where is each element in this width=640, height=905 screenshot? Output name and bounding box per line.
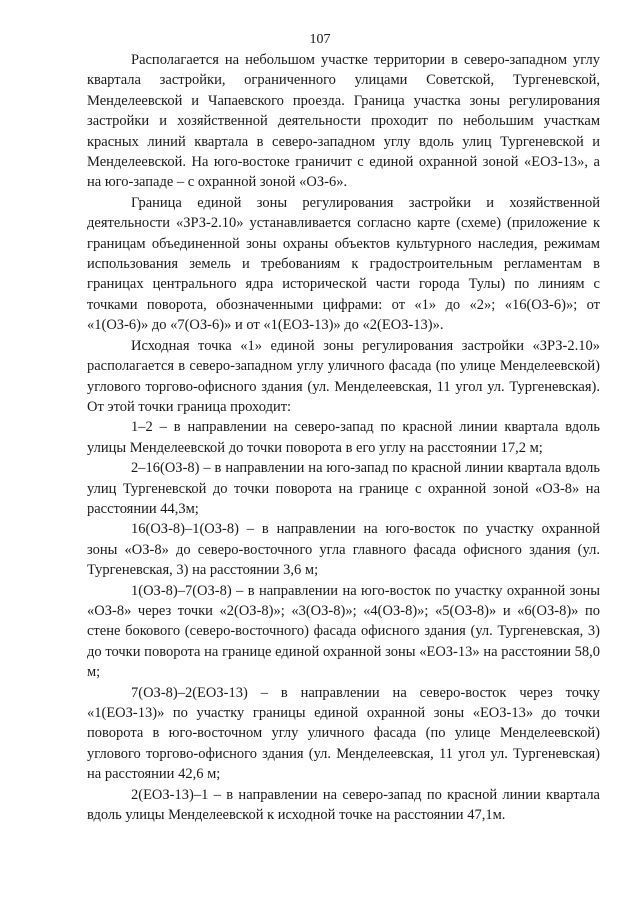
paragraph-segment-2-16: 2–16(ОЗ-8) – в направлении на юго-запад по красной линии квартала вдоль улиц Тургеневской до точки поворота на границе с охранной зоной «ОЗ-8» на расстоянии 44,3м; xyxy=(87,460,600,517)
paragraph-segment-16-1: 16(ОЗ-8)–1(ОЗ-8) – в направлении на юго-восток по участку охранной зоны «ОЗ-8» до северо-восточного угла главного фасада офисного здания (ул. Тургеневская, 3) на расстоянии 3,6 м; xyxy=(87,521,600,579)
paragraph-segment-1-7: 1(ОЗ-8)–7(ОЗ-8) – в направлении на юго-восток по участку охранной зоны «ОЗ-8» через точки «2(ОЗ-8)»; «3(ОЗ-8)»; «4(ОЗ-8)»; «5(ОЗ-8)» и «6(ОЗ-8)» по стене бокового (северо-восточного) фасада офисного здания (ул. Тургеневская, 3) до точки поворота на границе единой охранной зоны «ЕОЗ-13» на расстоянии 58,0 м; xyxy=(87,582,600,681)
paragraph-location: Располагается на небольшом участке территории в северо-западном углу квартала застройки, ограниченного улицами Советской, Тургеневской, Менделеевской и Чапаевского проезда. Граница участка зоны регулирования застройки и хозяйственной деятельности проходит по небольшим участкам красных линий квартала в северо-западном углу вдоль улиц Тургеневской и Менделеевской. На юго-востоке граничит с единой охранной зоной «ЕОЗ-13», а на юго-западе – с охранной зоной «ОЗ-6». xyxy=(87,52,600,191)
paragraph-boundary-definition: Граница единой зоны регулирования застройки и хозяйственной деятельности «ЗРЗ-2.10» устанавливается согласно карте (схеме) (приложение к границам объединенной зоны охраны объектов культурного наследия, режимам использования земель и требованиям к градостроительным регламентам в границах центрального ядра исторической части города Тулы) по линиям с точками поворота, обозначенными цифрами: от «1» до «2»; «16(ОЗ-6)»; от «1(ОЗ-6)» до «7(ОЗ-6)» и от «1(ЕОЗ-13)» до «2(ЕОЗ-13)». xyxy=(87,194,600,334)
page-number: 107 xyxy=(309,32,331,47)
paragraph-start-point: Исходная точка «1» единой зоны регулирования застройки «ЗРЗ-2.10» располагается в северо-западном углу уличного фасада (по улице Менделеевской) углового торгово-офисного здания (ул. Менделеевская, 11 угол ул. Тургеневская). От этой точки граница проходит: xyxy=(87,337,600,415)
paragraph-segment-2-1: 2(ЕОЗ-13)–1 – в направлении на северо-запад по красной линии квартала вдоль улицы Менделеевской к исходной точке на расстоянии 47,1м. xyxy=(87,786,600,824)
paragraph-segment-7-2: 7(ОЗ-8)–2(ЕОЗ-13) – в направлении на северо-восток через точку «1(ЕОЗ-13)» по участку границы единой охранной зоны «ЕОЗ-13» до точки поворота в юго-восточном углу уличного фасада (по улице Менделеевской) углового торгово-офисного здания (ул. Менделеевская, 11 угол ул. Тургеневская) на расстоянии 42,6 м; xyxy=(87,684,600,783)
document-body xyxy=(87,50,600,825)
paragraph-segment-1-2: 1–2 – в направлении на северо-запад по красной линии квартала вдоль улицы Менделеевской до точки поворота в его углу на расстоянии 17,2 м; xyxy=(87,419,600,456)
